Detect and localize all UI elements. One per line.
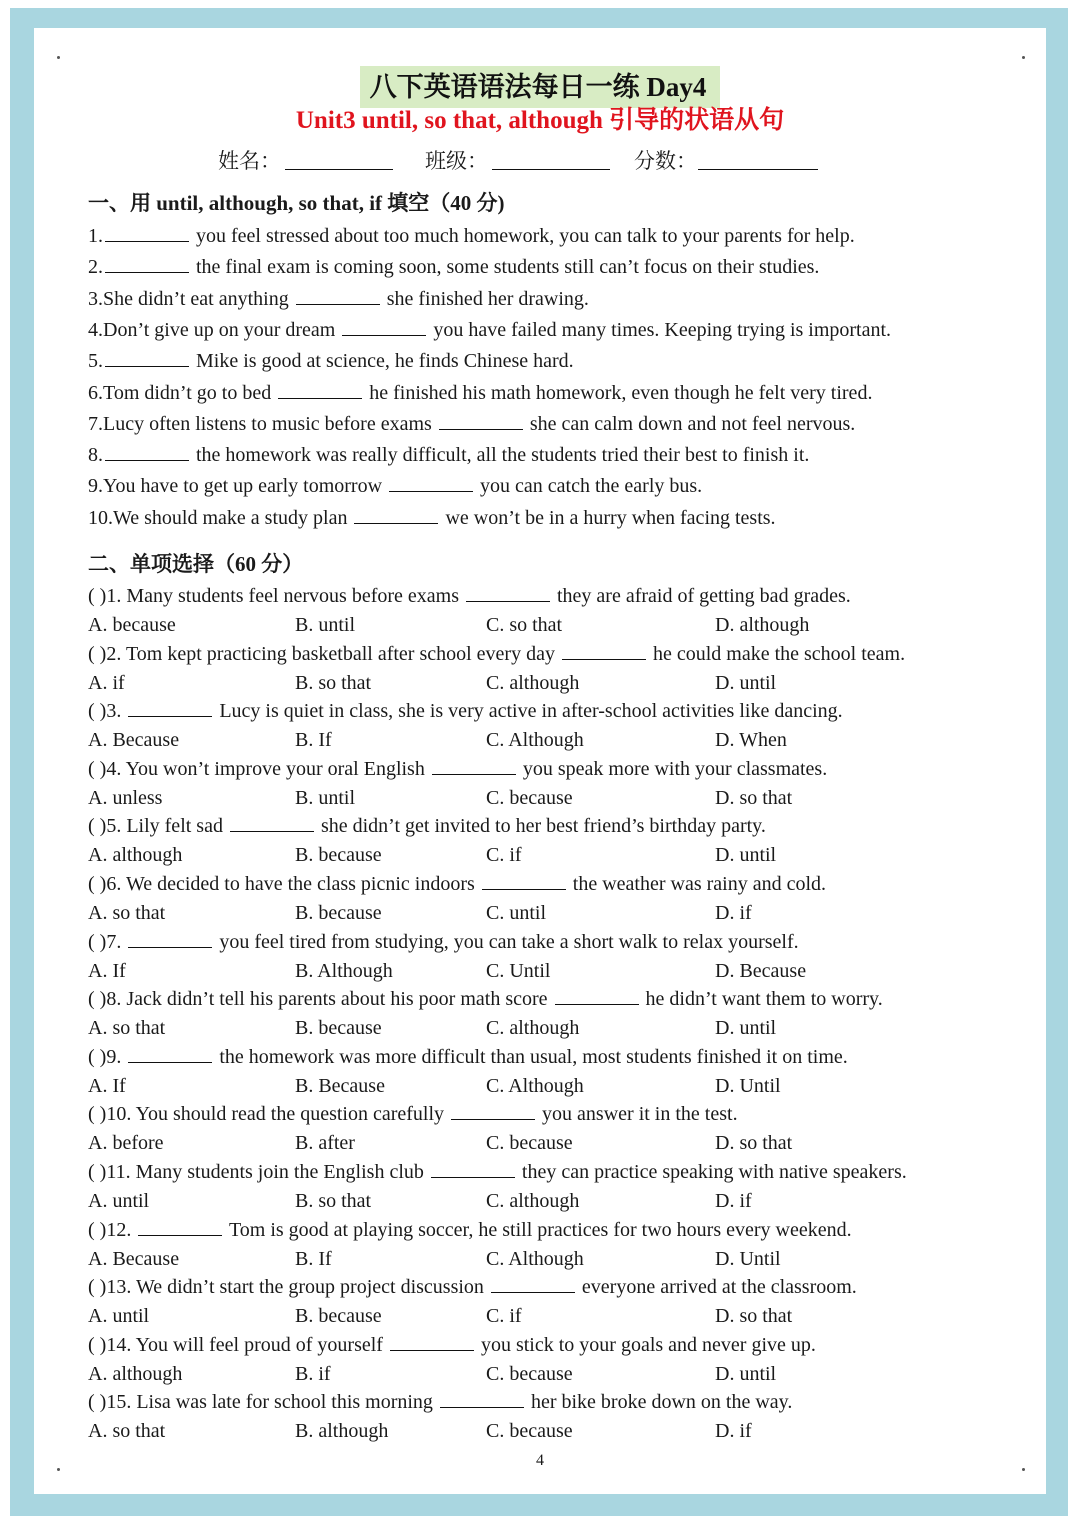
answer-option[interactable]: B. because — [295, 1305, 382, 1328]
question-stem — [88, 1100, 738, 1128]
answer-blank[interactable] — [128, 929, 212, 948]
answer-option[interactable]: B. although — [295, 1420, 389, 1443]
item-text-after: we won’t be in a hurry when facing tests. — [440, 506, 776, 529]
question-text-before: ( )12. — [88, 1218, 137, 1241]
fill-in-item — [88, 441, 809, 469]
answer-option[interactable]: B. until — [295, 614, 356, 636]
answer-option[interactable]: D. until — [715, 1362, 777, 1385]
question-text-before: ( )2. Tom kept practicing basketball after school every day — [88, 642, 560, 665]
answer-option[interactable]: B. Because — [295, 1074, 385, 1097]
answer-blank[interactable] — [105, 442, 189, 461]
fill-in-item — [88, 222, 855, 250]
question-text-after: the homework was more difficult than usual, most students finished it on time. — [214, 1045, 848, 1068]
answer-option[interactable]: C. although — [486, 1017, 580, 1040]
answer-option[interactable]: D. so that — [715, 786, 793, 809]
answer-option[interactable]: A. so that — [88, 1420, 166, 1443]
answer-blank[interactable] — [555, 986, 639, 1005]
answer-option[interactable]: A. although — [88, 1362, 183, 1385]
corner-dot — [1022, 56, 1025, 59]
question-text-before: ( )5. Lily felt sad — [88, 815, 228, 838]
class-label: 班级： — [425, 149, 488, 173]
question-text-before: ( )4. You won’t improve your oral English — [88, 757, 430, 780]
question-stem — [88, 755, 827, 783]
answer-option[interactable]: A. so that — [88, 902, 166, 924]
question-stem — [88, 870, 826, 898]
answer-option[interactable]: A. until — [88, 1305, 150, 1328]
question-stem — [88, 640, 905, 668]
item-text-before: 9.You have to get up early tomorrow — [88, 475, 388, 498]
answer-option[interactable]: A. if — [88, 671, 125, 694]
question-stem — [88, 1043, 848, 1071]
answer-option[interactable]: A. Because — [88, 729, 180, 752]
item-text-before: 6.Tom didn’t go to bed — [88, 381, 277, 404]
section1-heading: 一、用 until, although, so that, if 填空（40 分) — [88, 191, 505, 215]
answer-option[interactable]: C. Although — [486, 729, 584, 752]
answer-blank[interactable] — [138, 1217, 222, 1236]
answer-option[interactable]: B. so that — [295, 1190, 372, 1212]
answer-option[interactable]: A. If — [88, 1074, 126, 1097]
answer-blank[interactable] — [278, 380, 362, 399]
answer-blank[interactable] — [491, 1274, 575, 1293]
answer-option[interactable]: C. although — [486, 1190, 580, 1212]
answer-option[interactable]: B. because — [295, 1017, 382, 1040]
fill-in-item — [88, 347, 574, 375]
answer-option[interactable]: D. until — [715, 1017, 777, 1040]
answer-option[interactable]: C. Although — [486, 1247, 584, 1270]
corner-dot — [57, 56, 60, 59]
answer-option[interactable]: A. Because — [88, 1247, 180, 1270]
question-text-after: you answer it in the test. — [537, 1103, 738, 1126]
question-text-before: ( )3. — [88, 700, 127, 723]
answer-option[interactable]: D. Until — [715, 1247, 781, 1270]
answer-blank[interactable] — [389, 473, 473, 492]
answer-option[interactable]: C. so that — [486, 614, 563, 636]
answer-option[interactable]: C. Although — [486, 1074, 584, 1097]
question-text-after: the weather was rainy and cold. — [567, 873, 827, 895]
answer-option[interactable]: D. until — [715, 844, 777, 867]
item-text-before: 7.Lucy often listens to music before exams — [88, 412, 437, 435]
answer-blank[interactable] — [128, 1044, 212, 1063]
question-text-before: ( )1. Many students feel nervous before exams — [88, 585, 464, 607]
question-text-after: you stick to your goals and never give up. — [475, 1333, 816, 1356]
fill-in-item — [88, 472, 702, 500]
name-field[interactable] — [285, 169, 393, 170]
answer-option[interactable]: A. before — [88, 1132, 164, 1155]
item-text-after: Mike is good at science, he finds Chinese hard. — [191, 350, 574, 373]
answer-blank[interactable] — [562, 641, 646, 660]
answer-option[interactable]: A. unless — [88, 786, 163, 809]
answer-option[interactable]: C. because — [486, 1132, 573, 1155]
section2-heading: 二、单项选择（60 分） — [88, 552, 304, 576]
question-text-before: ( )15. Lisa was late for school this morning — [88, 1391, 438, 1414]
answer-option[interactable]: B. so that — [295, 671, 372, 694]
item-text-before: 1. — [88, 225, 103, 247]
question-text-before: ( )9. — [88, 1045, 127, 1068]
answer-option[interactable]: A. because — [88, 614, 176, 636]
answer-option[interactable]: C. because — [486, 1362, 573, 1385]
item-text-after: he finished his math homework, even though he felt very tired. — [364, 381, 873, 404]
page-subtitle: Unit3 until, so that, although 引导的状语从句 — [295, 107, 785, 134]
answer-blank[interactable] — [440, 1389, 524, 1408]
answer-option[interactable]: B. until — [295, 786, 356, 809]
page-title: 八下英语语法每日一练 Day4 — [360, 66, 721, 108]
fill-in-item — [88, 253, 819, 281]
question-stem — [88, 1273, 857, 1301]
question-text-after: he didn’t want them to worry. — [640, 988, 883, 1011]
answer-blank[interactable] — [342, 317, 426, 336]
item-text-before: 10.We should make a study plan — [88, 506, 353, 529]
fill-in-item — [88, 285, 589, 313]
question-stem — [88, 1216, 852, 1244]
item-text-after: you feel stressed about too much homework, you can talk to your parents for help. — [191, 225, 855, 247]
question-text-before: ( )8. Jack didn’t tell his parents about his poor math score — [88, 988, 553, 1011]
question-text-after: you speak more with your classmates. — [517, 757, 828, 780]
answer-option[interactable]: A. so that — [88, 1017, 166, 1040]
question-text-after: you feel tired from studying, you can take a short walk to relax yourself. — [214, 930, 799, 953]
answer-blank[interactable] — [451, 1101, 535, 1120]
fill-in-item — [88, 379, 872, 407]
answer-option[interactable]: D. so that — [715, 1305, 793, 1328]
answer-option[interactable]: B. because — [295, 902, 382, 924]
answer-blank[interactable] — [482, 871, 566, 890]
item-text-after: she can calm down and not feel nervous. — [524, 412, 856, 435]
question-text-before: ( )11. Many students join the English club — [88, 1161, 429, 1183]
question-stem — [88, 1331, 816, 1359]
question-text-after: they can practice speaking with native speakers. — [516, 1161, 907, 1183]
page-number: 4 — [536, 1452, 544, 1469]
answer-option[interactable]: A. until — [88, 1190, 150, 1212]
answer-option[interactable]: C. Until — [486, 959, 551, 982]
answer-option[interactable]: C. if — [486, 844, 522, 867]
item-text-before: 3.She didn’t eat anything — [88, 287, 294, 310]
answer-blank[interactable] — [390, 1332, 474, 1351]
answer-option[interactable]: B. If — [295, 729, 332, 752]
answer-option[interactable]: D. Because — [715, 959, 807, 982]
class-field[interactable] — [492, 169, 610, 170]
answer-blank[interactable] — [230, 813, 314, 832]
fill-in-item — [88, 504, 776, 532]
item-text-before: 5. — [88, 350, 103, 373]
answer-blank[interactable] — [105, 348, 189, 367]
question-stem — [88, 582, 851, 610]
answer-option[interactable]: B. Although — [295, 959, 393, 982]
answer-option[interactable]: D. until — [715, 671, 777, 694]
question-text-before: ( )13. We didn’t start the group project discussion — [88, 1276, 489, 1299]
question-text-after: Lucy is quiet in class, she is very active in after-school activities like dancing. — [214, 700, 843, 723]
title-wrap — [0, 66, 1080, 108]
answer-blank[interactable] — [128, 698, 212, 717]
answer-option[interactable]: B. because — [295, 844, 382, 867]
answer-blank[interactable] — [466, 583, 550, 602]
question-text-before: ( )7. — [88, 930, 127, 953]
question-text-after: her bike broke down on the way. — [525, 1391, 793, 1414]
answer-option[interactable]: D. so that — [715, 1132, 793, 1155]
answer-option[interactable]: D. if — [715, 1190, 752, 1212]
score-field[interactable] — [698, 169, 818, 170]
item-text-after: the homework was really difficult, all the students tried their best to finish it. — [191, 444, 810, 467]
answer-option[interactable]: B. If — [295, 1247, 332, 1270]
question-stem — [88, 1388, 792, 1416]
question-text-after: Tom is good at playing soccer, he still practices for two hours every weekend. — [224, 1218, 852, 1241]
item-text-before: 8. — [88, 444, 103, 467]
score-label: 分数： — [634, 149, 697, 173]
item-text-before: 4.Don’t give up on your dream — [88, 318, 341, 341]
answer-option[interactable]: D. if — [715, 902, 752, 924]
answer-option[interactable]: D. if — [715, 1420, 752, 1443]
answer-option[interactable]: C. although — [486, 671, 580, 694]
answer-option[interactable]: D. When — [715, 729, 787, 752]
question-stem — [88, 812, 766, 840]
answer-option[interactable]: C. if — [486, 1305, 522, 1328]
question-text-after: they are afraid of getting bad grades. — [552, 585, 851, 607]
question-text-before: ( )10. You should read the question carefully — [88, 1103, 450, 1126]
answer-blank[interactable] — [105, 223, 189, 242]
question-stem — [88, 928, 799, 956]
answer-option[interactable]: A. If — [88, 959, 126, 982]
answer-blank[interactable] — [439, 411, 523, 430]
answer-option[interactable]: B. if — [295, 1362, 331, 1385]
item-text-after: you have failed many times. Keeping trying is important. — [428, 318, 892, 341]
answer-option[interactable]: D. Until — [715, 1074, 781, 1097]
fill-in-item — [88, 316, 891, 344]
answer-option[interactable]: C. until — [486, 902, 547, 924]
item-text-after: the final exam is coming soon, some students still can’t focus on their studies. — [191, 256, 820, 279]
answer-blank[interactable] — [354, 505, 438, 524]
answer-option[interactable]: C. because — [486, 1420, 573, 1443]
item-text-after: you can catch the early bus. — [475, 475, 703, 498]
answer-blank[interactable] — [296, 286, 380, 305]
answer-option[interactable]: C. because — [486, 786, 573, 809]
answer-option[interactable]: D. although — [715, 614, 810, 636]
question-stem — [88, 697, 843, 725]
question-stem — [88, 1158, 907, 1186]
item-text-after: she finished her drawing. — [381, 287, 589, 310]
question-text-after: she didn’t get invited to her best friend’s birthday party. — [315, 815, 766, 838]
answer-blank[interactable] — [432, 756, 516, 775]
question-text-before: ( )14. You will feel proud of yourself — [88, 1333, 388, 1356]
name-label: 姓名： — [218, 149, 281, 173]
answer-option[interactable]: A. although — [88, 844, 183, 867]
question-text-before: ( )6. We decided to have the class picnic indoors — [88, 873, 480, 895]
item-text-before: 2. — [88, 256, 103, 279]
answer-blank[interactable] — [431, 1159, 515, 1178]
question-text-after: he could make the school team. — [647, 642, 906, 665]
question-stem — [88, 985, 883, 1013]
question-text-after: everyone arrived at the classroom. — [576, 1276, 857, 1299]
answer-option[interactable]: B. after — [295, 1132, 355, 1155]
fill-in-item — [88, 410, 855, 438]
answer-blank[interactable] — [105, 254, 189, 273]
